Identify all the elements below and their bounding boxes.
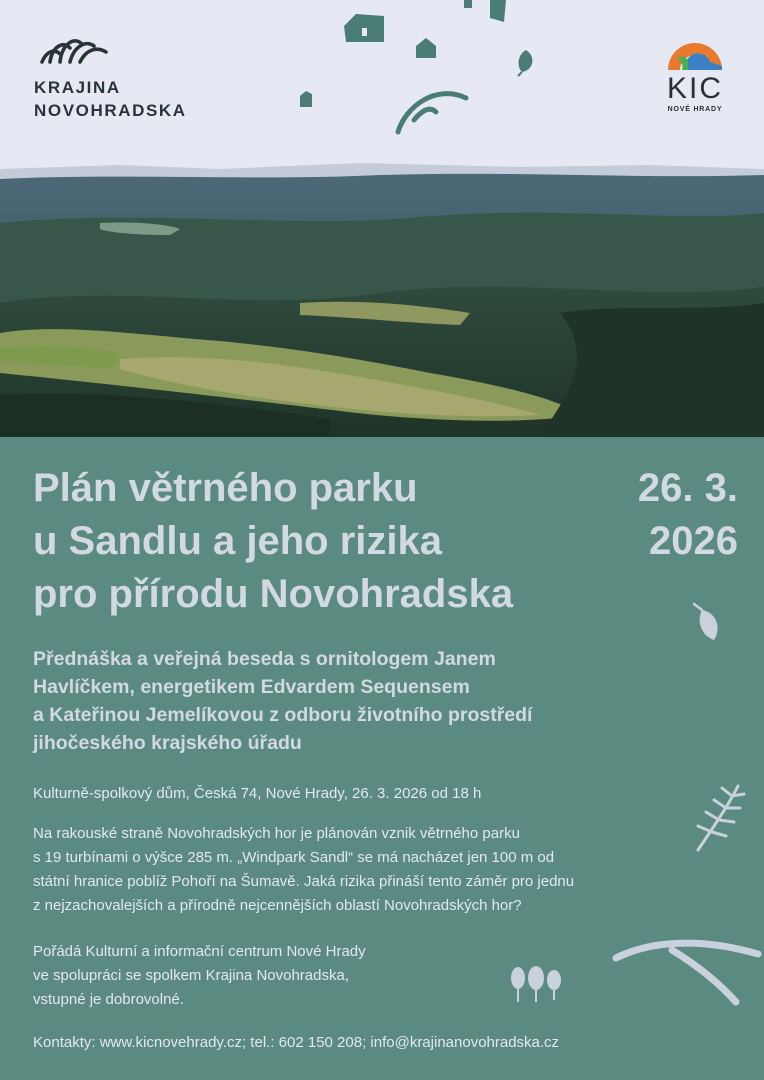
- title-line-2: u Sandlu a jeho rizika: [33, 519, 442, 563]
- landscape-panorama: [0, 163, 764, 437]
- contacts-line: Kontakty: www.kicnovehrady.cz; tel.: 602 150 208; info@krajinanovohradska.cz: [33, 1034, 560, 1051]
- fern-branch-icon: [688, 780, 748, 856]
- curved-branch-icon: [612, 936, 762, 1010]
- title-line-1: Plán větrného parku: [33, 466, 418, 510]
- event-title: [33, 462, 513, 621]
- logo-line-1: KRAJINA: [34, 78, 121, 97]
- kic-wordmark: KIC: [666, 72, 723, 105]
- date-line-2: 2026: [649, 519, 738, 563]
- description-line-3: státní hranice poblíž Pohoří na Šumavě. Jaká rizika přináší tento záměr pro jednu: [33, 873, 575, 890]
- grass-tufts-icon: [38, 32, 110, 68]
- description-line-4: z nejzachovalejších a přírodně nejcennějších oblastí Novohradských hor?: [33, 897, 522, 914]
- organizer-line-3: vstupné je dobrovolné.: [33, 991, 184, 1008]
- house-icon: [342, 12, 386, 44]
- swirl-icon: [392, 82, 472, 138]
- house-small-icon: [414, 36, 438, 60]
- organizer-line-2: ve spolupráci se spolkem Krajina Novohradska,: [33, 967, 349, 984]
- organizer-line-1: Pořádá Kulturní a informační centrum Nové Hrady: [33, 943, 366, 960]
- description-line-2: s 19 turbínami o výšce 285 m. „Windpark Sandl“ se má nacházet jen 100 m od: [33, 849, 555, 866]
- event-venue: Kulturně-spolkový dům, Česká 74, Nové Hrady, 26. 3. 2026 od 18 h: [33, 785, 482, 802]
- event-description: [33, 822, 574, 918]
- trees-icon: [508, 964, 564, 1004]
- house-tiny-icon: [298, 90, 314, 108]
- header-band: [0, 0, 764, 163]
- rainbow-icon: [664, 36, 726, 76]
- kic-subtitle: NOVÉ HRADY: [667, 106, 723, 113]
- subtitle-line-2: Havlíčkem, energetikem Edvardem Sequensem: [33, 676, 470, 698]
- description-line-1: Na rakouské straně Novohradských hor je plánován vznik větrného parku: [33, 825, 520, 842]
- leaf-icon: [512, 48, 538, 78]
- event-date: [638, 462, 738, 568]
- subtitle-line-4: jihočeského krajského úřadu: [33, 732, 302, 754]
- date-line-1: 26. 3.: [637, 466, 738, 510]
- shape-fragment-icon: [460, 0, 510, 24]
- falling-leaf-icon: [688, 602, 724, 644]
- title-line-3: pro přírodu Novohradska: [33, 572, 514, 616]
- logo-line-2: NOVOHRADSKA: [34, 101, 187, 120]
- subtitle-line-1: Přednáška a veřejná beseda s ornitologem Janem: [33, 648, 496, 670]
- organizer-info: [33, 940, 366, 1012]
- landscape-photo: [0, 163, 764, 437]
- organization-logo-text: [34, 76, 187, 122]
- subtitle-line-3: a Kateřinou Jemelíkovou z odboru životního prostředí: [33, 704, 533, 726]
- kic-logo: [664, 36, 726, 116]
- event-subtitle: [33, 645, 532, 757]
